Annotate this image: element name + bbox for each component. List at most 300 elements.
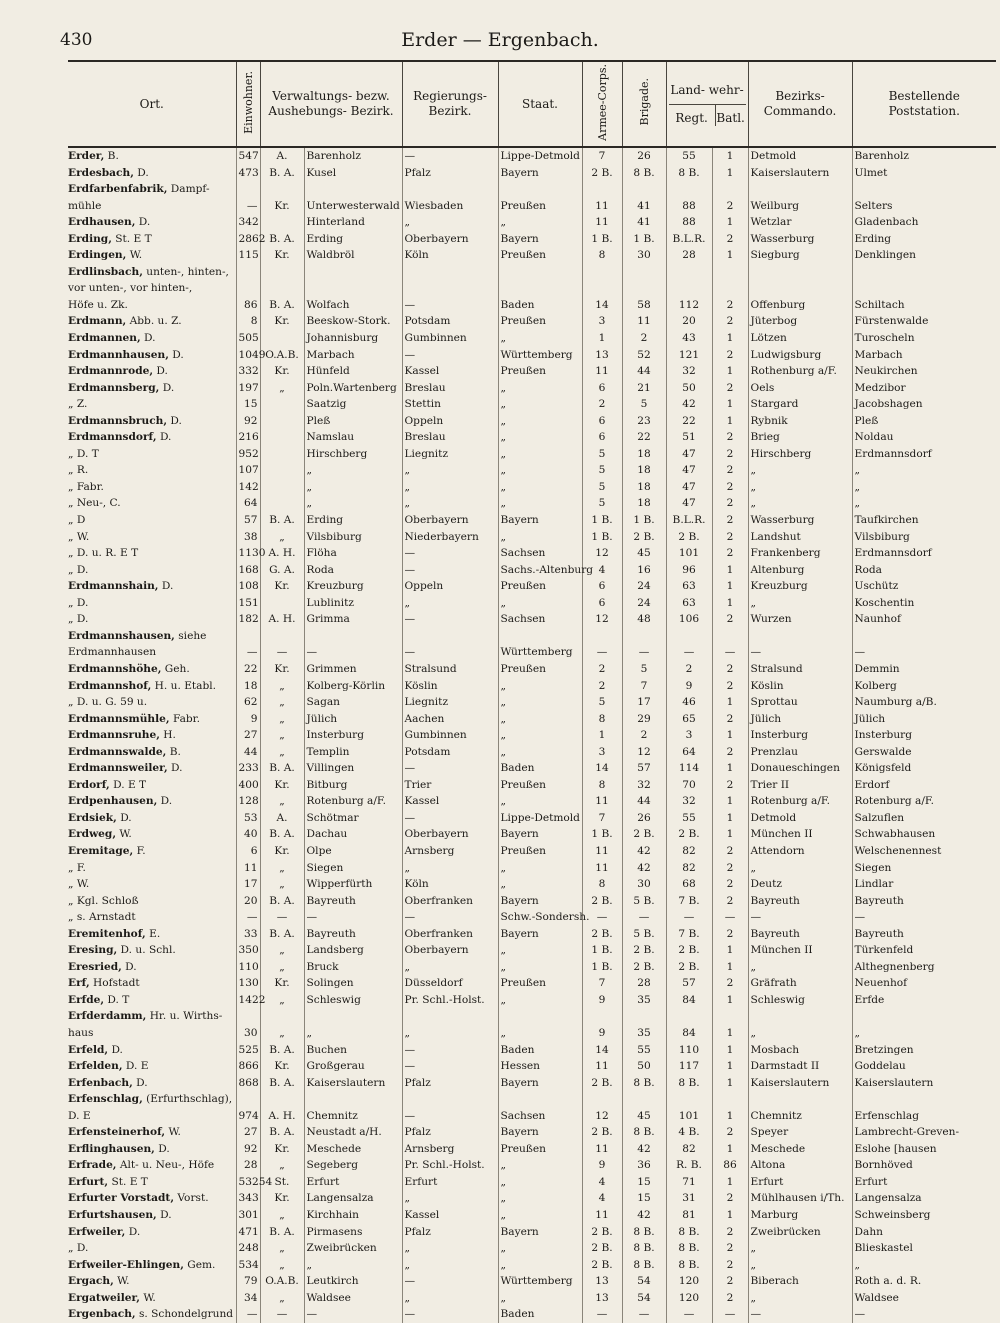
cell-bezirk-type: „ <box>260 876 304 893</box>
cell-landwehr-batl: 1 <box>712 1075 748 1092</box>
cell-regierungsbezirk: „ <box>402 462 498 479</box>
table-row <box>68 628 996 645</box>
table-row <box>68 198 996 215</box>
cell-landwehr-regt: 88 <box>666 198 712 215</box>
cell-landwehr-regt: 63 <box>666 578 712 595</box>
cell-staat: Schw.-Sondersh. <box>498 909 582 926</box>
cell-landwehr-batl <box>712 264 748 281</box>
cell-brigade: 29 <box>622 711 666 728</box>
place-name: Erdesbach, <box>68 166 134 179</box>
cell-ort <box>68 975 236 992</box>
cell-regierungsbezirk <box>402 181 498 198</box>
cell-bezirk-type: „ <box>260 1257 304 1274</box>
cell-ort <box>68 744 236 761</box>
cell-poststation: „ <box>852 462 996 479</box>
cell-armee-corps: 11 <box>582 1058 622 1075</box>
cell-bezirk-type: B. A. <box>260 1124 304 1141</box>
cell-einwohner: 301 <box>236 1207 260 1224</box>
cell-ort <box>68 214 236 231</box>
cell-bezirk-type: A. <box>260 147 304 165</box>
place-descriptor: D. <box>168 348 184 361</box>
table-row <box>68 214 996 231</box>
table-row <box>68 727 996 744</box>
cell-armee-corps: 1 <box>582 727 622 744</box>
cell-landwehr-batl: 1 <box>712 826 748 843</box>
cell-landwehr-regt: R. B. <box>666 1157 712 1174</box>
cell-verwaltungsbezirk: Hirschberg <box>304 446 402 463</box>
cell-ort <box>68 860 236 877</box>
cell-regierungsbezirk: „ <box>402 495 498 512</box>
place-name: Erdmannsmühle, <box>68 712 170 725</box>
cell-bezirks-commando: Kaiserslautern <box>748 1075 852 1092</box>
cell-regierungsbezirk: Pfalz <box>402 165 498 182</box>
cell-landwehr-regt: 20 <box>666 313 712 330</box>
table-row <box>68 231 996 248</box>
cell-poststation: Schwabhausen <box>852 826 996 843</box>
cell-brigade: 42 <box>622 843 666 860</box>
cell-verwaltungsbezirk: Pirmasens <box>304 1224 402 1241</box>
cell-staat <box>498 264 582 281</box>
table-row <box>68 1240 996 1257</box>
place-descriptor: vor unten-, vor hinten-, <box>68 282 193 295</box>
cell-poststation <box>852 628 996 645</box>
cell-verwaltungsbezirk: Templin <box>304 744 402 761</box>
cell-einwohner: 534 <box>236 1257 260 1274</box>
place-descriptor: Alt- u. Neu-, Höfe <box>116 1159 215 1172</box>
cell-landwehr-batl: 1 <box>712 992 748 1009</box>
cell-armee-corps: 1 B. <box>582 826 622 843</box>
cell-einwohner: 53 <box>236 810 260 827</box>
cell-staat: Bayern <box>498 926 582 943</box>
cell-einwohner: 343 <box>236 1190 260 1207</box>
table-row <box>68 1091 996 1108</box>
cell-staat: „ <box>498 942 582 959</box>
cell-bezirk-type: G. A. <box>260 562 304 579</box>
cell-bezirks-commando: Wasserburg <box>748 512 852 529</box>
cell-brigade: 1 B. <box>622 512 666 529</box>
cell-regierungsbezirk: Breslau <box>402 429 498 446</box>
cell-landwehr-batl: 1 <box>712 810 748 827</box>
cell-landwehr-regt: 110 <box>666 1042 712 1059</box>
table-row <box>68 578 996 595</box>
cell-bezirk-type <box>260 396 304 413</box>
cell-poststation: — <box>852 909 996 926</box>
cell-landwehr-regt: 55 <box>666 147 712 165</box>
cell-bezirk-type: A. H. <box>260 545 304 562</box>
cell-bezirks-commando <box>748 181 852 198</box>
cell-einwohner <box>236 1008 260 1025</box>
table-row <box>68 247 996 264</box>
cell-landwehr-batl: 1 <box>712 1207 748 1224</box>
cell-bezirks-commando: Bayreuth <box>748 926 852 943</box>
cell-ort <box>68 429 236 446</box>
cell-bezirk-type <box>260 280 304 297</box>
cell-poststation: Kaiserslautern <box>852 1075 996 1092</box>
cell-ort <box>68 479 236 496</box>
cell-poststation: Gladenbach <box>852 214 996 231</box>
place-name: Erdmannsberg, <box>68 381 160 394</box>
cell-bezirks-commando: Detmold <box>748 810 852 827</box>
cell-poststation: Jülich <box>852 711 996 728</box>
cell-brigade: 15 <box>622 1174 666 1191</box>
cell-bezirk-type: „ <box>260 1025 304 1042</box>
cell-regierungsbezirk: Aachen <box>402 711 498 728</box>
cell-brigade: 28 <box>622 975 666 992</box>
place-name: Eremitenhof, <box>68 927 146 940</box>
place-descriptor: Abb. u. Z. <box>126 315 182 328</box>
cell-brigade: 50 <box>622 1058 666 1075</box>
cell-landwehr-batl: 1 <box>712 578 748 595</box>
place-name: Erdorf, <box>68 778 110 791</box>
gazetteer-table <box>68 60 996 1323</box>
cell-verwaltungsbezirk: Erding <box>304 512 402 529</box>
cell-ort <box>68 843 236 860</box>
cell-poststation: Erdorf <box>852 777 996 794</box>
cell-armee-corps: 3 <box>582 313 622 330</box>
cell-landwehr-regt: 51 <box>666 429 712 446</box>
cell-armee-corps: 7 <box>582 810 622 827</box>
table-row <box>68 1141 996 1158</box>
cell-verwaltungsbezirk: Unterwesterwald <box>304 198 402 215</box>
cell-verwaltungsbezirk: — <box>304 644 402 661</box>
cell-bezirk-type: „ <box>260 1240 304 1257</box>
place-name: Erdmannen, <box>68 332 141 345</box>
table-row <box>68 843 996 860</box>
cell-einwohner: 952 <box>236 446 260 463</box>
cell-brigade: 26 <box>622 810 666 827</box>
cell-regierungsbezirk: „ <box>402 595 498 612</box>
table-row <box>68 1008 996 1025</box>
cell-bezirk-type: „ <box>260 529 304 546</box>
cell-einwohner: 6 <box>236 843 260 860</box>
cell-regierungsbezirk: Erfurt <box>402 1174 498 1191</box>
cell-ort <box>68 247 236 264</box>
cell-landwehr-batl: 2 <box>712 512 748 529</box>
table-row <box>68 1058 996 1075</box>
cell-staat: Baden <box>498 297 582 314</box>
table-row <box>68 347 996 364</box>
cell-armee-corps: 1 <box>582 330 622 347</box>
cell-landwehr-batl: 1 <box>712 942 748 959</box>
cell-ort <box>68 793 236 810</box>
cell-armee-corps: 2 B. <box>582 165 622 182</box>
cell-bezirks-commando: Stralsund <box>748 661 852 678</box>
cell-bezirks-commando: Sprottau <box>748 694 852 711</box>
cell-regierungsbezirk <box>402 1008 498 1025</box>
place-name: Erdmann, <box>68 315 127 328</box>
cell-regierungsbezirk: — <box>402 147 498 165</box>
cell-verwaltungsbezirk: Solingen <box>304 975 402 992</box>
cell-brigade: 21 <box>622 380 666 397</box>
cell-brigade: 22 <box>622 429 666 446</box>
cell-ort <box>68 942 236 959</box>
table-row <box>68 1174 996 1191</box>
cell-poststation: Medzibor <box>852 380 996 397</box>
cell-einwohner: 547 <box>236 147 260 165</box>
cell-bezirks-commando: Deutz <box>748 876 852 893</box>
place-name: Erfenschlag, <box>68 1093 143 1106</box>
cell-landwehr-batl: 2 <box>712 545 748 562</box>
place-name: Erf, <box>68 977 90 990</box>
cell-bezirk-type: Kr. <box>260 1141 304 1158</box>
cell-bezirk-type <box>260 330 304 347</box>
cell-regierungsbezirk: Stettin <box>402 396 498 413</box>
cell-verwaltungsbezirk: Kusel <box>304 165 402 182</box>
table-row <box>68 1124 996 1141</box>
cell-brigade: 1 B. <box>622 231 666 248</box>
place-descriptor: Höfe u. Zk. <box>68 298 128 311</box>
cell-einwohner <box>236 628 260 645</box>
cell-brigade: 2 B. <box>622 959 666 976</box>
place-name: Erdmannsbruch, <box>68 414 168 427</box>
cell-verwaltungsbezirk: Kaiserslautern <box>304 1075 402 1092</box>
cell-ort <box>68 545 236 562</box>
cell-armee-corps <box>582 264 622 281</box>
cell-landwehr-regt: — <box>666 1306 712 1323</box>
cell-brigade: 18 <box>622 446 666 463</box>
cell-bezirks-commando <box>748 628 852 645</box>
cell-landwehr-regt <box>666 264 712 281</box>
place-descriptor: Dampf- <box>167 183 210 196</box>
cell-einwohner: 233 <box>236 760 260 777</box>
cell-verwaltungsbezirk: „ <box>304 462 402 479</box>
cell-staat: „ <box>498 446 582 463</box>
place-descriptor: „ Z. <box>68 398 88 411</box>
cell-verwaltungsbezirk: Schötmar <box>304 810 402 827</box>
cell-einwohner: 248 <box>236 1240 260 1257</box>
cell-poststation: Schweinsberg <box>852 1207 996 1224</box>
cell-einwohner: 128 <box>236 793 260 810</box>
place-name: Erdmannswalde, <box>68 745 167 758</box>
cell-brigade: 23 <box>622 413 666 430</box>
cell-brigade: 16 <box>622 562 666 579</box>
cell-einwohner: 92 <box>236 413 260 430</box>
place-descriptor: D. <box>159 381 175 394</box>
cell-landwehr-batl: 2 <box>712 479 748 496</box>
cell-poststation: Kolberg <box>852 678 996 695</box>
cell-armee-corps: 5 <box>582 479 622 496</box>
cell-regierungsbezirk <box>402 264 498 281</box>
cell-ort <box>68 347 236 364</box>
cell-landwehr-regt <box>666 181 712 198</box>
cell-ort <box>68 1058 236 1075</box>
cell-einwohner: 471 <box>236 1224 260 1241</box>
cell-bezirk-type: „ <box>260 678 304 695</box>
cell-landwehr-regt: 47 <box>666 495 712 512</box>
cell-bezirks-commando: Wurzen <box>748 611 852 628</box>
header-verwaltung: Verwaltungs- bezw. Aushebungs- Bezirk. <box>260 61 402 147</box>
cell-bezirk-type: „ <box>260 1290 304 1307</box>
cell-ort <box>68 611 236 628</box>
cell-poststation: Noldau <box>852 429 996 446</box>
cell-regierungsbezirk: — <box>402 909 498 926</box>
cell-armee-corps: — <box>582 1306 622 1323</box>
cell-verwaltungsbezirk: Bayreuth <box>304 926 402 943</box>
cell-einwohner: 525 <box>236 1042 260 1059</box>
cell-regierungsbezirk: Potsdam <box>402 313 498 330</box>
cell-ort <box>68 562 236 579</box>
cell-bezirk-type: „ <box>260 1207 304 1224</box>
cell-landwehr-regt: 42 <box>666 396 712 413</box>
cell-brigade: 26 <box>622 147 666 165</box>
cell-bezirk-type: „ <box>260 727 304 744</box>
place-descriptor: Fabr. <box>169 712 200 725</box>
cell-regierungsbezirk <box>402 1091 498 1108</box>
cell-poststation: „ <box>852 495 996 512</box>
cell-regierungsbezirk: Oberfranken <box>402 893 498 910</box>
cell-landwehr-regt: 88 <box>666 214 712 231</box>
cell-poststation: Siegen <box>852 860 996 877</box>
place-name: Ergatweiler, <box>68 1291 140 1304</box>
cell-bezirk-type: „ <box>260 711 304 728</box>
cell-staat: Bayern <box>498 893 582 910</box>
cell-landwehr-batl: 1 <box>712 214 748 231</box>
cell-einwohner: 868 <box>236 1075 260 1092</box>
table-row <box>68 1042 996 1059</box>
place-descriptor: Vorst. <box>174 1192 209 1205</box>
cell-staat: Preußen <box>498 313 582 330</box>
cell-ort <box>68 297 236 314</box>
cell-einwohner: 473 <box>236 165 260 182</box>
cell-einwohner: 28 <box>236 1157 260 1174</box>
cell-poststation: Roth a. d. R. <box>852 1273 996 1290</box>
cell-poststation: Waldsee <box>852 1290 996 1307</box>
cell-verwaltungsbezirk: Sagan <box>304 694 402 711</box>
cell-regierungsbezirk: „ <box>402 1257 498 1274</box>
place-descriptor: D. <box>121 960 137 973</box>
table-row <box>68 529 996 546</box>
place-descriptor: D. <box>135 216 151 229</box>
cell-landwehr-regt: 46 <box>666 694 712 711</box>
cell-landwehr-regt: 2 B. <box>666 942 712 959</box>
cell-ort <box>68 893 236 910</box>
cell-staat: „ <box>498 214 582 231</box>
cell-einwohner: 1049 <box>236 347 260 364</box>
cell-poststation: Erdmannsdorf <box>852 446 996 463</box>
cell-landwehr-regt <box>666 628 712 645</box>
place-name: Erdhausen, <box>68 216 136 229</box>
cell-regierungsbezirk: Trier <box>402 777 498 794</box>
cell-armee-corps: 11 <box>582 843 622 860</box>
cell-landwehr-batl <box>712 628 748 645</box>
cell-brigade: 5 B. <box>622 893 666 910</box>
cell-poststation: Lindlar <box>852 876 996 893</box>
cell-brigade: 45 <box>622 1108 666 1125</box>
cell-landwehr-batl: 1 <box>712 1108 748 1125</box>
cell-verwaltungsbezirk: Bayreuth <box>304 893 402 910</box>
cell-bezirks-commando: Hirschberg <box>748 446 852 463</box>
cell-landwehr-batl: 2 <box>712 1290 748 1307</box>
place-descriptor: St. E T <box>108 1175 148 1188</box>
cell-verwaltungsbezirk: Villingen <box>304 760 402 777</box>
place-name: Erfderdamm, <box>68 1010 147 1023</box>
cell-poststation: Selters <box>852 198 996 215</box>
cell-staat: „ <box>498 876 582 893</box>
place-name: Erdmannrode, <box>68 365 154 378</box>
cell-staat <box>498 628 582 645</box>
table-row <box>68 760 996 777</box>
cell-poststation: Ulmet <box>852 165 996 182</box>
table-row <box>68 777 996 794</box>
header-einwohner <box>236 61 260 147</box>
cell-landwehr-regt: 8 B. <box>666 1224 712 1241</box>
cell-bezirks-commando: Detmold <box>748 147 852 165</box>
cell-einwohner <box>236 264 260 281</box>
place-descriptor: siehe <box>174 629 207 642</box>
cell-bezirk-type: — <box>260 644 304 661</box>
cell-ort <box>68 826 236 843</box>
cell-armee-corps: 1 B. <box>582 942 622 959</box>
cell-regierungsbezirk: — <box>402 545 498 562</box>
cell-ort <box>68 959 236 976</box>
cell-landwehr-regt: 2 B. <box>666 959 712 976</box>
cell-bezirks-commando: München II <box>748 826 852 843</box>
place-name: Eresing, <box>68 944 118 957</box>
cell-bezirks-commando: „ <box>748 495 852 512</box>
place-name: Erdpenhausen, <box>68 795 158 808</box>
cell-landwehr-batl: — <box>712 1306 748 1323</box>
cell-poststation: Barenholz <box>852 147 996 165</box>
cell-poststation: Neuenhof <box>852 975 996 992</box>
cell-landwehr-regt <box>666 1008 712 1025</box>
header-armee-corps <box>582 61 622 147</box>
place-descriptor: D. <box>108 1043 123 1056</box>
cell-landwehr-batl: 1 <box>712 1058 748 1075</box>
place-name: Eresried, <box>68 960 122 973</box>
cell-bezirks-commando: Offenburg <box>748 297 852 314</box>
table-row <box>68 562 996 579</box>
cell-landwehr-regt: 8 B. <box>666 165 712 182</box>
cell-ort <box>68 1157 236 1174</box>
table-row <box>68 992 996 1009</box>
cell-landwehr-batl <box>712 181 748 198</box>
cell-regierungsbezirk: Potsdam <box>402 744 498 761</box>
cell-bezirk-type: Kr. <box>260 363 304 380</box>
cell-armee-corps: 6 <box>582 429 622 446</box>
cell-landwehr-regt: 8 B. <box>666 1240 712 1257</box>
cell-staat: Sachsen <box>498 545 582 562</box>
cell-ort <box>68 1091 236 1108</box>
cell-brigade: 18 <box>622 462 666 479</box>
cell-poststation: Turoscheln <box>852 330 996 347</box>
cell-landwehr-batl: 2 <box>712 1240 748 1257</box>
place-descriptor: D. T <box>104 993 130 1006</box>
cell-ort <box>68 1124 236 1141</box>
table-row <box>68 909 996 926</box>
cell-ort <box>68 165 236 182</box>
cell-regierungsbezirk: Gumbinnen <box>402 330 498 347</box>
cell-bezirk-type <box>260 1008 304 1025</box>
cell-staat: „ <box>498 744 582 761</box>
cell-landwehr-regt: 9 <box>666 678 712 695</box>
cell-brigade: 48 <box>622 611 666 628</box>
cell-einwohner: 400 <box>236 777 260 794</box>
place-descriptor: F. <box>133 844 146 857</box>
table-row <box>68 744 996 761</box>
cell-poststation: Eslohe [hausen <box>852 1141 996 1158</box>
cell-landwehr-batl: 2 <box>712 529 748 546</box>
cell-armee-corps: 6 <box>582 595 622 612</box>
cell-ort <box>68 147 236 165</box>
cell-verwaltungsbezirk: Hinterland <box>304 214 402 231</box>
cell-regierungsbezirk: Oberbayern <box>402 512 498 529</box>
cell-landwehr-batl: 2 <box>712 975 748 992</box>
cell-einwohner: 110 <box>236 959 260 976</box>
place-descriptor: s. Schondelgrund <box>135 1308 234 1321</box>
cell-verwaltungsbezirk: — <box>304 1306 402 1323</box>
cell-landwehr-regt: 47 <box>666 479 712 496</box>
cell-landwehr-batl: 1 <box>712 165 748 182</box>
